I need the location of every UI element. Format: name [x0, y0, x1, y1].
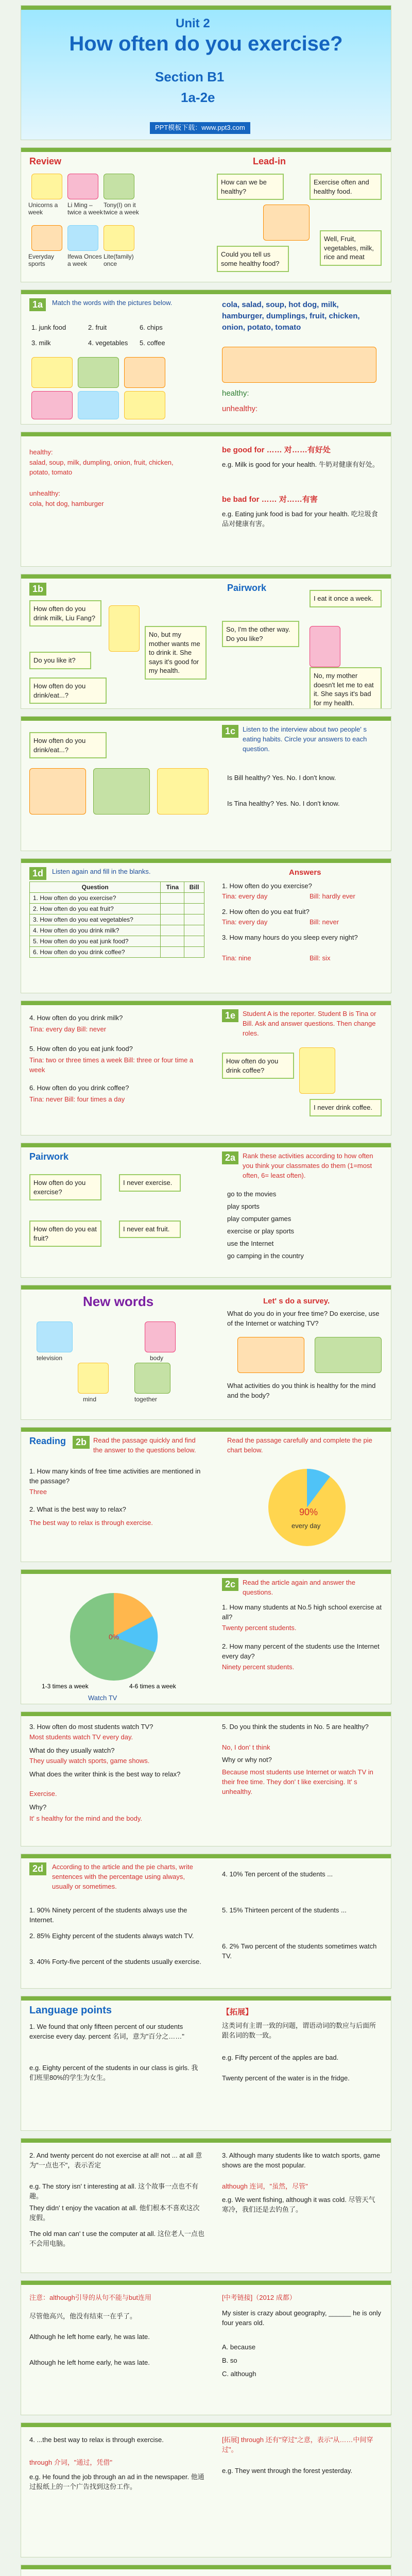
pair-extra: No, but my mother wants me to drink it. She says it's good for my health.: [145, 626, 207, 680]
reading2-num: 2c: [222, 1578, 238, 1591]
reading2-title: Read the article again and answer the questions.: [243, 1579, 355, 1596]
word-body: body: [150, 1354, 164, 1362]
rank-item: go to the movies: [227, 1190, 277, 1198]
survey-title: Let' s do a survey.: [263, 1297, 330, 1306]
q4: 4. How often do you drink milk?: [29, 1014, 123, 1022]
stats-line: 2. 85% Eighty percent of the students always watch TV.: [29, 1932, 194, 1940]
leadin-q2: Could you tell us some healthy food?: [217, 246, 289, 272]
answer-line: Tina: every day: [222, 892, 268, 900]
table-row: 6. How often do you drink coffee?: [30, 947, 161, 958]
match-item: 2. fruit: [88, 324, 107, 331]
unhealthy-heading: unhealthy:: [29, 489, 60, 497]
reading-a1: Three: [29, 1488, 47, 1496]
table-row: 3. How often do you eat vegetables?: [30, 914, 161, 925]
r3-q3: 3. How often do most students watch TV?: [29, 1723, 153, 1731]
rank-pairwork: Pairwork: [29, 1151, 69, 1162]
pie-label-text: every day: [291, 1522, 321, 1530]
rank-item: play computer games: [227, 1215, 291, 1223]
th-tina: Tina: [161, 882, 184, 893]
rank-q2: How often do you eat fruit?: [29, 1221, 101, 1247]
rank-num: 2a: [222, 1151, 238, 1164]
unhealthy-label: unhealthy:: [222, 404, 258, 413]
healthy-heading: healthy:: [29, 448, 53, 456]
lp-r3: Twenty percent of the water is in the fridge.: [222, 2074, 350, 2082]
q5: 5. How often do you eat junk food?: [29, 1045, 133, 1053]
food-image-c: [157, 768, 209, 815]
r3-athink: They usually watch sports, game shows.: [29, 1757, 150, 1765]
lp-r1: 这类词有主谓一致的问题，谓语动词的数应与后面所跟名词的数一致。: [222, 2022, 376, 2039]
match-item: 6. chips: [140, 324, 163, 331]
table-row: 1. How often do you exercise?: [30, 893, 161, 904]
healthy-slide: [21, 432, 391, 567]
rank-q1: How often do you exercise?: [29, 1174, 101, 1200]
reading2-q1: 1. How many students at No.5 high school exercise at all?: [222, 1603, 382, 1621]
listening-table: [29, 882, 204, 958]
lp-p5b: through 介词，"通过，凭借": [29, 2459, 112, 2466]
pairwork2-a: I never drink coffee.: [310, 1099, 382, 1116]
answers-title: Answers: [289, 868, 321, 877]
lp-p6: [拓展] through 还有"穿过"之意，表示"从……中间穿过"。: [222, 2436, 373, 2453]
review-image-2: [67, 174, 98, 199]
body-image: [145, 1321, 176, 1352]
stats-title: According to the article and the pie charts, write sentences with the percentage using always, usually or sometimes.: [52, 1863, 193, 1890]
new-words-slide: [21, 1285, 391, 1420]
match-item: 1. junk food: [31, 324, 66, 331]
reading-num: 2b: [73, 1436, 90, 1449]
quiz-option: B. so: [222, 2357, 237, 2364]
pct-label: 0%: [109, 1633, 119, 1641]
answer-line: Tina: every day: [222, 918, 268, 926]
leadin-q1: How can we be healthy?: [217, 174, 284, 200]
survey-q2: What activities do you think is healthy for the mind and the body?: [227, 1382, 376, 1399]
food-image-2: [78, 357, 119, 388]
food-image-3: [124, 357, 165, 388]
food-image-1: [31, 357, 73, 388]
match-item: 5. coffee: [140, 339, 165, 347]
pair-q2: Do you like it?: [29, 652, 91, 669]
language-title: Language points: [29, 2005, 112, 2016]
pie-instruction: Read the passage carefully and complete the pie chart below.: [227, 1436, 372, 1454]
pie-chart: [263, 1464, 351, 1551]
reading-tag: Reading: [29, 1436, 66, 1446]
r3-a7: Because most students use Internet or watch TV in their free time. They don' t like exercising. It' s unhealthy.: [222, 1768, 373, 1795]
r3-q6: 5. Do you think the students in No. 5 are healthy?: [222, 1723, 369, 1731]
stats-slide: [21, 1854, 391, 1989]
pair-q1: How often do you drink milk, Liu Fang?: [29, 600, 101, 626]
stats-num: 2d: [29, 1862, 46, 1875]
reading2-slide: [21, 1569, 391, 1704]
th-question: Question: [30, 882, 161, 893]
reading-q2: 2. What is the best way to relax?: [29, 1505, 126, 1513]
pie-chart-2: [37, 1585, 191, 1693]
cover-title: How often do you exercise?: [69, 32, 343, 55]
r3-a5: It' s healthy for the mind and the body.: [29, 1815, 143, 1822]
pct-label: 4-6 times a week: [129, 1683, 176, 1690]
leadin-a1: Exercise often and healthy food.: [310, 174, 382, 200]
lp-right-title: 【拓展】: [222, 2008, 253, 2016]
reading3-slide: [21, 1711, 391, 1846]
lp-ex3: Although he left home early, he was late.: [29, 2359, 150, 2366]
word-together: together: [134, 1396, 158, 1403]
quiz-option: A. because: [222, 2343, 256, 2351]
listening2-num: 1d: [29, 867, 46, 880]
pct-label: 1-3 times a week: [42, 1683, 89, 1690]
lp-r2: e.g. Fifty percent of the apples are bad.: [222, 2054, 339, 2061]
girl-image: [109, 605, 140, 652]
review-image-6: [104, 225, 134, 251]
legend-watch-tv: Watch TV: [88, 1694, 117, 1702]
pair-q3b: How often do you drink/eat...?: [29, 732, 107, 758]
pairwork2-q: How often do you drink coffee?: [222, 1053, 294, 1079]
rank-title: Rank these activities according to how often you think your classmates do them (1=most often, 6= least often).: [243, 1152, 373, 1179]
lp-p1b: e.g. Eighty percent of the students in our class is girls. 我们班里80%的学生为女生。: [29, 2064, 198, 2081]
lp-p5c: e.g. He found the job through an ad in the newspaper. 他通过报纸上的一个广告找到这份工作。: [29, 2473, 204, 2490]
stats-line: 6. 2% Two percent of the students sometimes watch TV.: [222, 1942, 377, 1960]
r3-a4: Exercise.: [29, 1790, 57, 1798]
review-word: Unicorns a week: [28, 201, 58, 216]
lp-ex1: 尽管他高兴，他没有结束一在乎了。: [29, 2312, 137, 2320]
food-image-5: [78, 391, 119, 419]
reading2-q2: 2. How many percent of the students use the Internet every day?: [222, 1642, 380, 1660]
pairwork-slide: [21, 574, 391, 709]
rank-item: go camping in the country: [227, 1252, 304, 1260]
match-num: 1a: [29, 298, 46, 311]
rank-a1: I never exercise.: [119, 1174, 181, 1192]
answer-line: Tina: nine: [222, 954, 251, 962]
listening-slide: [21, 716, 391, 851]
rank-slide: [21, 1143, 391, 1278]
table-row: 5. How often do you eat junk food?: [30, 936, 161, 947]
q6: 6. How often do you drink coffee?: [29, 1084, 129, 1092]
answer-line: Bill: hardly ever: [310, 892, 355, 900]
lp-note: 注意：although引导的从句不能与but连用: [29, 2294, 151, 2301]
answer-line: 3. How many hours do you sleep every night?: [222, 934, 358, 941]
mind-image: [78, 1363, 109, 1394]
lp-ex2: Although he left home early, he was late.: [29, 2333, 150, 2341]
review-word: Ifewa Onces a week: [67, 253, 102, 267]
answer-line: 1. How often do you exercise?: [222, 882, 312, 890]
review-heading: Review: [29, 156, 62, 166]
a4: Tina: every day Bill: never: [29, 1025, 107, 1033]
th-bill: Bill: [184, 882, 204, 893]
food-image-b: [93, 768, 150, 815]
rank-item: exercise or play sports: [227, 1227, 295, 1235]
r3-qthink: What do they usually watch?: [29, 1747, 115, 1754]
reading-slide: [21, 1427, 391, 1562]
new-words-title: New words: [83, 1294, 154, 1309]
together-image: [134, 1363, 170, 1394]
survey-q1: What do you do in your free time? Do exercise, use of the Internet or watching TV?: [227, 1310, 380, 1327]
leadin-heading: Lead-in: [253, 156, 286, 166]
listening-instruction: Listen to the interview about two people' s eating habits. Circle your answers to each question.: [243, 725, 367, 753]
reporter-image: [299, 1047, 335, 1094]
pages-label: 1a-2e: [181, 90, 215, 105]
stats-line: 4. 10% Ten percent of the students ...: [222, 1870, 333, 1878]
r3-a3: Most students watch TV every day.: [29, 1733, 133, 1741]
pair-a2: So, I'm the other way. Do you like?: [222, 621, 299, 647]
reading-a2: The best way to relax is through exercise.: [29, 1519, 153, 1527]
lp-p1: 1. We found that only fifteen percent of our students exercise every day. percent 名词，意为"百分之……": [29, 2023, 184, 2040]
answers2-slide: [21, 1001, 391, 1136]
match-slide: [21, 290, 391, 425]
good-for: be good for …… 对……有好处: [222, 446, 331, 454]
r3-why: Why or why not?: [222, 1756, 272, 1764]
word-mind: mind: [83, 1396, 97, 1403]
lp-p5: 4. ...the best way to relax is through exercise.: [29, 2436, 164, 2444]
language2-slide: [21, 2138, 391, 2273]
rank-item: use the Internet: [227, 1240, 274, 1247]
reading-q1: 1. How many kinds of free time activities are mentioned in the passage?: [29, 1467, 201, 1485]
match-item: 4. vegetables: [88, 339, 128, 347]
answer-line: Bill: six: [310, 954, 331, 962]
lp-p4: 3. Although many students like to watch sports, game shows are the most popular.: [222, 2151, 381, 2169]
listening2-title: Listen again and fill in the blanks.: [52, 868, 151, 875]
good-for-example: e.g. Milk is good for your health. 牛奶对健康有好处。: [222, 461, 379, 468]
lp-p6b: e.g. They went through the forest yesterday.: [222, 2467, 353, 2475]
bad-for: be bad for …… 对……有害: [222, 495, 318, 504]
quiz-option: C. although: [222, 2370, 256, 2378]
television-image: [37, 1321, 73, 1352]
stats-line: 3. 40% Forty-five percent of the students usually exercise.: [29, 1958, 201, 1965]
leadin-image: [263, 205, 310, 241]
pair-mom: No, my mother doesn't let me to eat it. She says it's bad for my health.: [310, 667, 382, 709]
language5-slide: [21, 2565, 391, 2576]
lp-p3: The old man can' t use the computer at all. 这位老人一点也不会用电脑。: [29, 2230, 204, 2247]
match-instruction: Match the words with the pictures below.: [52, 299, 173, 307]
r3-q5: Why?: [29, 1803, 47, 1811]
listening2-slide: [21, 858, 391, 993]
pairwork-tag: 1b: [29, 583, 46, 596]
review-word: Everyday sports: [28, 253, 55, 267]
is-tina: Is Tina healthy? Yes. No. I don't know.: [227, 800, 340, 807]
quiz-question: My sister is crazy about geography, ______ he is only four years old.: [222, 2309, 382, 2327]
pair-a1: I eat it once a week.: [310, 590, 382, 607]
lp-p4b: although 连词，"虽然，尽管": [222, 2182, 308, 2190]
review-word: Tony(I) on it twice a week: [104, 201, 139, 216]
r3-q4: What does the writer think is the best way to relax?: [29, 1770, 181, 1778]
healthy-label: healthy:: [222, 389, 249, 398]
healthy-list: salad, soup, milk, dumpling, onion, fruit, chicken, potato, tomato: [29, 459, 174, 476]
review-image-3: [104, 174, 134, 199]
review-word: Li Ming – twice a week: [67, 201, 103, 216]
rank-a2: I never eat fruit.: [119, 1221, 181, 1238]
stats-line: 5. 15% Thirteen percent of the students ...: [222, 1906, 347, 1914]
pairwork2-num: 1e: [222, 1009, 238, 1022]
rank-item: play sports: [227, 1202, 260, 1210]
lp-p2: 2. And twenty percent do not exercise at all! not ... at all 意为"一点也不"，表示否定: [29, 2151, 202, 2169]
table-row: 2. How often do you eat fruit?: [30, 904, 161, 914]
review-image-4: [31, 225, 62, 251]
unit-label: Unit 2: [176, 16, 210, 30]
section-label: Section B1: [155, 69, 225, 84]
review-image-1: [31, 174, 62, 199]
review-image-5: [67, 225, 98, 251]
quiz-label: [中考链接]（2012 成都）: [222, 2294, 296, 2301]
pair-q3: How often do you drink/eat...?: [29, 677, 107, 704]
food-image-4: [31, 391, 73, 419]
food-list: cola, salad, soup, hot dog, milk, hamburger, dumplings, fruit, chicken, onion, potato, tomato: [222, 300, 360, 332]
boy-image: [310, 626, 340, 667]
pie-label-pct: 90%: [299, 1507, 318, 1517]
a5: Tina: two or three times a week Bill: three or four time a week: [29, 1056, 194, 1074]
r3-a6: No, I don' t think: [222, 1743, 270, 1751]
listening-num: 1c: [222, 725, 238, 738]
lp-p4c: e.g. We went fishing, although it was cold. 尽管天气寒冷，我们还是去钓鱼了。: [222, 2196, 375, 2213]
language-slide: [21, 1996, 391, 2131]
stats-line: 1. 90% Ninety percent of the students always use the Internet.: [29, 1906, 187, 1924]
reading2-a1: Twenty percent students.: [222, 1624, 297, 1632]
a6: Tina: never Bill: four times a day: [29, 1095, 125, 1103]
is-bill: Is Bill healthy? Yes. No. I don't know.: [227, 774, 336, 782]
site-label: PPT模板下载：www.ppt3.com: [150, 122, 250, 134]
unhealthy-list: cola, hot dog, hamburger: [29, 500, 104, 507]
food-image-6: [124, 391, 165, 419]
pairwork2-title: Student A is the reporter. Student B is Tina or Bill. Ask and answer questions. Then change roles.: [243, 1010, 376, 1037]
pairwork-title: Pairwork: [227, 583, 267, 593]
food-image-a: [29, 768, 86, 815]
bad-for-example: e.g. Eating junk food is bad for your health. 吃垃圾食品对健康有害。: [222, 510, 378, 528]
review-slide: [21, 147, 391, 282]
leadin-a2: Well, Fruit, vegetables, milk, rice and meat: [320, 230, 382, 266]
reading-title: Read the passage quickly and find the answer to the questions below.: [93, 1436, 196, 1454]
lp-p2-ex2: They didn' t enjoy the vacation at all. 他们根本不喜欢这次度假。: [29, 2204, 200, 2222]
match-item: 3. milk: [31, 339, 51, 347]
food-collage: [222, 347, 376, 383]
review-word: Lite(family) once: [104, 253, 134, 267]
survey-image-2: [315, 1337, 382, 1373]
language4-slide: [21, 2422, 391, 2557]
survey-image-1: [237, 1337, 304, 1373]
word-television: television: [37, 1354, 63, 1362]
answer-line: Bill: never: [310, 918, 339, 926]
cover-slide: [21, 5, 391, 140]
table-row: 4. How often do you drink milk?: [30, 925, 161, 936]
language3-slide: [21, 2280, 391, 2415]
answer-line: 2. How often do you eat fruit?: [222, 908, 310, 916]
reading2-a2: Ninety percent students.: [222, 1663, 295, 1671]
lp-p2-ex1: e.g. The story isn' t interesting at all. 这个故事一点也不有趣。: [29, 2182, 199, 2200]
